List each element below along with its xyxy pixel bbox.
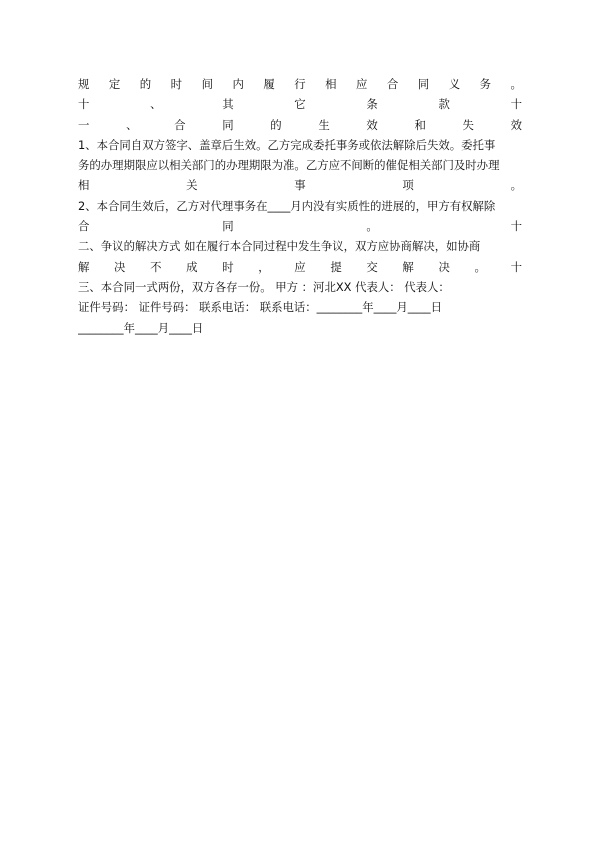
document-line: 2、本合同生效后，乙方对代理事务在____月内没有实质性的进展的，甲方有权解除 xyxy=(78,198,496,213)
document-line: 1、本合同自双方签字、盖章后生效。乙方完成委托事务或依法解除后失效。委托事 xyxy=(78,137,496,152)
document-line: 相 关 事 项 。 xyxy=(78,178,522,193)
document-line: 三、本合同一式两份，双方各存一份。 甲方 ：河北XX 代表人： 代表人： xyxy=(78,279,450,294)
document-line: 一 、 合 同 的 生 效 和 失 效 xyxy=(78,117,522,132)
document-line: 证件号码： 证件号码： 联系电话： 联系电话：________年____月____日 xyxy=(78,300,442,315)
document-body xyxy=(78,74,522,338)
document-line: 务的办理期限应以相关部门的办理期限为准。乙方应不间断的催促相关部门及时办理 xyxy=(78,158,500,173)
document-line: ________年____月____日 xyxy=(78,320,204,335)
document-line: 十 、 其 它 条 款 十 xyxy=(78,97,522,112)
document-line: 合 同 。 十 xyxy=(78,219,522,234)
document-line: 二、争议的解决方式 如在履行本合同过程中发生争议，双方应协商解决，如协商 xyxy=(78,239,481,254)
document-line: 解 决 不 成 时 ， 应 提 交 解 决 。 十 xyxy=(78,259,522,274)
document-line: 规 定 的 时 间 内 履 行 相 应 合 同 义 务 。 xyxy=(78,77,522,91)
